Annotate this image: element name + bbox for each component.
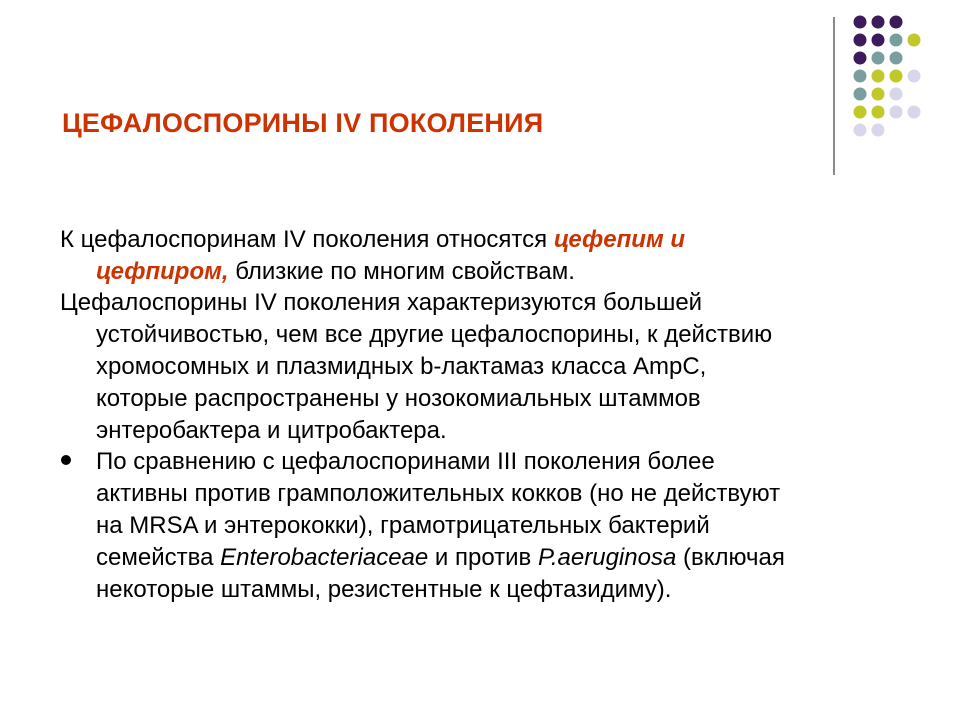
paragraph-line: некоторые штаммы, резистентные к цефтазидиму). (96, 576, 672, 603)
decorative-dot (872, 34, 885, 47)
paragraph-line: По сравнению с цефалоспоринами III поколения более (96, 448, 715, 475)
decorative-dot (872, 88, 885, 101)
decorative-dot (854, 88, 867, 101)
decorative-dot (890, 52, 903, 65)
bullet-item-activity (60, 446, 910, 606)
text-run: и против (428, 544, 538, 571)
decorative-dot (854, 124, 867, 137)
decorative-dot (890, 34, 903, 47)
paragraph-line (60, 542, 910, 574)
decorative-dot-grid (0, 0, 960, 200)
text-run: (включая (676, 544, 785, 571)
vertical-divider (833, 17, 835, 175)
decorative-dot (854, 16, 867, 29)
decorative-dot (872, 106, 885, 119)
text-run: семейства (96, 544, 221, 571)
slide-title: ЦЕФАЛОСПОРИНЫ IV ПОКОЛЕНИЯ (62, 108, 544, 138)
paragraph-line: устойчивостью, чем все другие цефалоспорины, к действию (96, 321, 773, 348)
decorative-dot (908, 70, 921, 83)
decorative-dot (854, 52, 867, 65)
paragraph-stability (60, 287, 910, 447)
decorative-dot (854, 70, 867, 83)
decorative-dot (908, 34, 921, 47)
text-run: близкие по многим свойствам. (228, 258, 575, 285)
decorative-dot (872, 124, 885, 137)
decorative-dot (872, 52, 885, 65)
decorative-dot (890, 70, 903, 83)
drug-name-highlight: цефепим и (553, 226, 686, 253)
decorative-dot (872, 70, 885, 83)
paragraph-line: активны против грамположительных кокков (но не действуют (96, 480, 781, 507)
taxon-name: P.aeruginosa (537, 544, 677, 571)
drug-name-highlight: цефпиром, (96, 258, 229, 285)
decorative-dot (890, 88, 903, 101)
paragraph-line: на MRSA и энтерококки), грамотрицательных бактерий (96, 512, 710, 539)
decorative-dot (872, 16, 885, 29)
decorative-dot (890, 106, 903, 119)
text-run: К цефалоспоринам IV поколения относятся (60, 226, 554, 253)
decorative-dot (854, 34, 867, 47)
decorative-dot (890, 16, 903, 29)
paragraph-line (60, 256, 910, 288)
paragraph-line: которые распространены у нозокомиальных штаммов (96, 385, 701, 412)
paragraph-intro (60, 224, 910, 288)
paragraph-line: Цефалоспорины IV поколения характеризуются большей (60, 289, 703, 316)
paragraph-line: хромосомных и плазмидных b-лактамаз класса AmpC, (96, 353, 707, 380)
taxon-name: Enterobacteriaceae (220, 544, 429, 571)
paragraph-line: энтеробактера и цитробактера. (96, 417, 447, 444)
decorative-dot (854, 106, 867, 119)
paragraph-line (60, 224, 910, 256)
decorative-dot (908, 106, 921, 119)
